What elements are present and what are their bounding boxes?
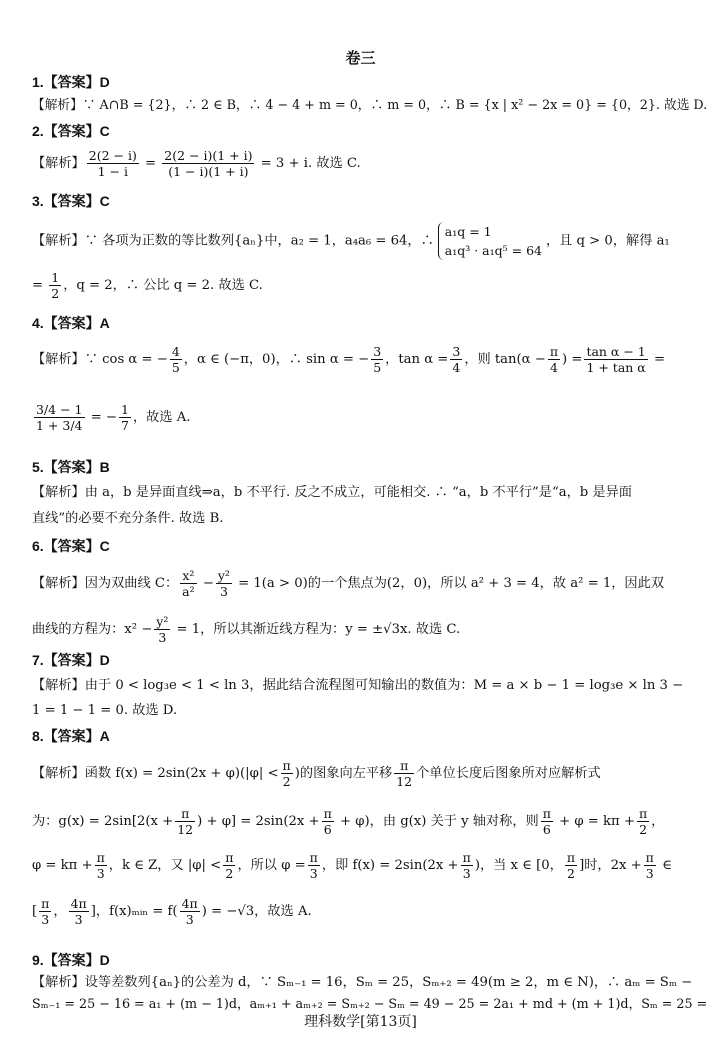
q7-solution-line1: 【解析】由于 0 < log₃e < 1 < ln 3，据此结合流程图可知输出的数值为：M = a × b − 1 = log₃e × ln 3 − — [32, 678, 684, 693]
q4-solution-line2: $\frac{3/4 - 1}{1 + 3/4}$ = − $\frac{1}{7}$ ，故选 A. — [36, 402, 191, 433]
q8-solution-line4: [ $\frac{\pi}{3}$ ， $\frac{4\pi}{3}$ ]，f(x)ₘᵢₙ = f( $\frac{4\pi}{3}$ ) = −√3，故选 A. — [32, 896, 312, 927]
q9-solution-line1: 【解析】设等差数列{aₙ}的公差为 d，∵ Sₘ₋₁ = 16，Sₘ = 25，Sₘ₊₂ = 49(m ≥ 2，m ∈ N)，∴ aₘ = Sₘ − — [32, 975, 693, 990]
q3-solution-line1: 【解析】∵ 各项为正数的等比数列{aₙ}中，a₂ = 1，a₄a₆ = 64，∴ a₁q = 1 a₁q³ · a₁q⁵ = 64 ，且 q > 0，解得 a₁ — [32, 224, 670, 258]
q8-solution-line2: 为：g(x) = 2sin[2(x + $\frac{\pi}{12}$ ) + φ] = 2sin(2x + $\frac{\pi}{6}$ + φ)，由 g(x) 关于 y 轴对称，则 $\frac{\pi}{6}$ + φ = kπ + $\frac{\pi}{2}$ ， — [32, 806, 665, 837]
compound-fraction: $\frac{3/4 - 1}{1 + 3/4}$ — [36, 402, 83, 433]
q2-solution: 【解析】 $\frac{2(2 - i)}{1 - i}$ = $\frac{2(2 - i)(1 + i)}{(1 - i)(1 + i)}$ = 3 + i. 故选 C. — [32, 148, 361, 179]
page-title: 卷三 — [345, 49, 376, 67]
q8-answer: 8.【答案】A — [32, 728, 110, 744]
q5-answer: 5.【答案】B — [32, 459, 110, 475]
equation-system: a₁q = 1 a₁q³ · a₁q⁵ = 64 — [438, 222, 542, 260]
q4-answer: 4.【答案】A — [32, 315, 110, 331]
q6-answer: 6.【答案】C — [32, 538, 110, 554]
fraction: $\frac{2(2 - i)(1 + i)}{(1 - i)(1 + i)}$ — [164, 148, 253, 179]
q5-solution-line1: 【解析】由 a，b 是异面直线⇒a，b 不平行. 反之不成立，可能相交. ∴ “a，b 不平行”是“a，b 是异面 — [32, 485, 632, 500]
q6-solution-line1: 【解析】因为双曲线 C： $\frac{\text{x²}}{\text{a²}}$ − $\frac{\text{y²}}{3}$ = 1(a > 0)的一个焦点为(2，0)，所以 a² + 3 = 4，故 a² = 1，因此双 — [32, 568, 664, 599]
q3-answer: 3.【答案】C — [32, 193, 110, 209]
q8-solution-line1: 【解析】函数 f(x) = 2sin(2x + φ)(|φ| < $\frac{\pi}{2}$ )的图象向左平移 $\frac{\pi}{12}$ 个单位长度后图象所对应解析式 — [32, 758, 601, 789]
q4-solution-line1: 【解析】∵ cos α = − $\frac{4}{5}$ ，α ∈ (−π，0)，∴ sin α = − $\frac{3}{5}$ ，tan α = $\frac{3}{4}$ ，则 tan(α − $\frac{\pi}{4}$ ) = $\frac{\text{tan α − 1}}{\text{1 + tan α}}$ = — [32, 344, 666, 375]
page-footer: 理科数学[第13页] — [304, 1014, 417, 1030]
q9-solution-line2: Sₘ₋₁ = 25 − 16 = a₁ + (m − 1)d，aₘ₊₁ + aₘ₊₂ = Sₘ₊₂ − Sₘ = 49 − 25 = 2a₁ + md + (m + 1)d，Sₘ = 25 = — [32, 997, 708, 1012]
q1-answer: 1.【答案】D — [32, 74, 110, 90]
q6-solution-line2: 曲线的方程为：x² − $\frac{\text{y²}}{3}$ = 1，所以其渐近线方程为：y = ±√3x. 故选 C. — [32, 614, 461, 645]
q7-solution-line2: 1 = 1 − 1 = 0. 故选 D. — [32, 703, 178, 718]
q7-answer: 7.【答案】D — [32, 652, 110, 668]
q2-answer: 2.【答案】C — [32, 123, 110, 139]
fraction: $\frac{2(2 - i)}{1 - i}$ — [88, 148, 137, 179]
q9-answer: 9.【答案】D — [32, 952, 110, 968]
q8-solution-line3: φ = kπ + $\frac{\pi}{3}$ ，k ∈ Z，又 |φ| < $\frac{\pi}{2}$ ，所以 φ = $\frac{\pi}{3}$ ，即 f(x) = 2sin(2x + $\frac{\pi}{3}$ )，当 x ∈ [0， $\frac{\pi}{2}$ ]时，2x + $\frac{\pi}{3}$ ∈ — [32, 850, 672, 881]
q1-solution: 【解析】∵ A∩B = {2}，∴ 2 ∈ B，∴ 4 − 4 + m = 0，∴ m = 0，∴ B = {x | x² − 2x = 0} = {0，2}. 故选 D. — [32, 98, 708, 113]
q3-solution-line2: = $\frac{1}{2}$ ，q = 2，∴ 公比 q = 2. 故选 C. — [32, 270, 263, 301]
q5-solution-line2: 直线”的必要不充分条件. 故选 B. — [32, 511, 224, 526]
fraction: $\frac{1}{2}$ — [51, 270, 60, 301]
